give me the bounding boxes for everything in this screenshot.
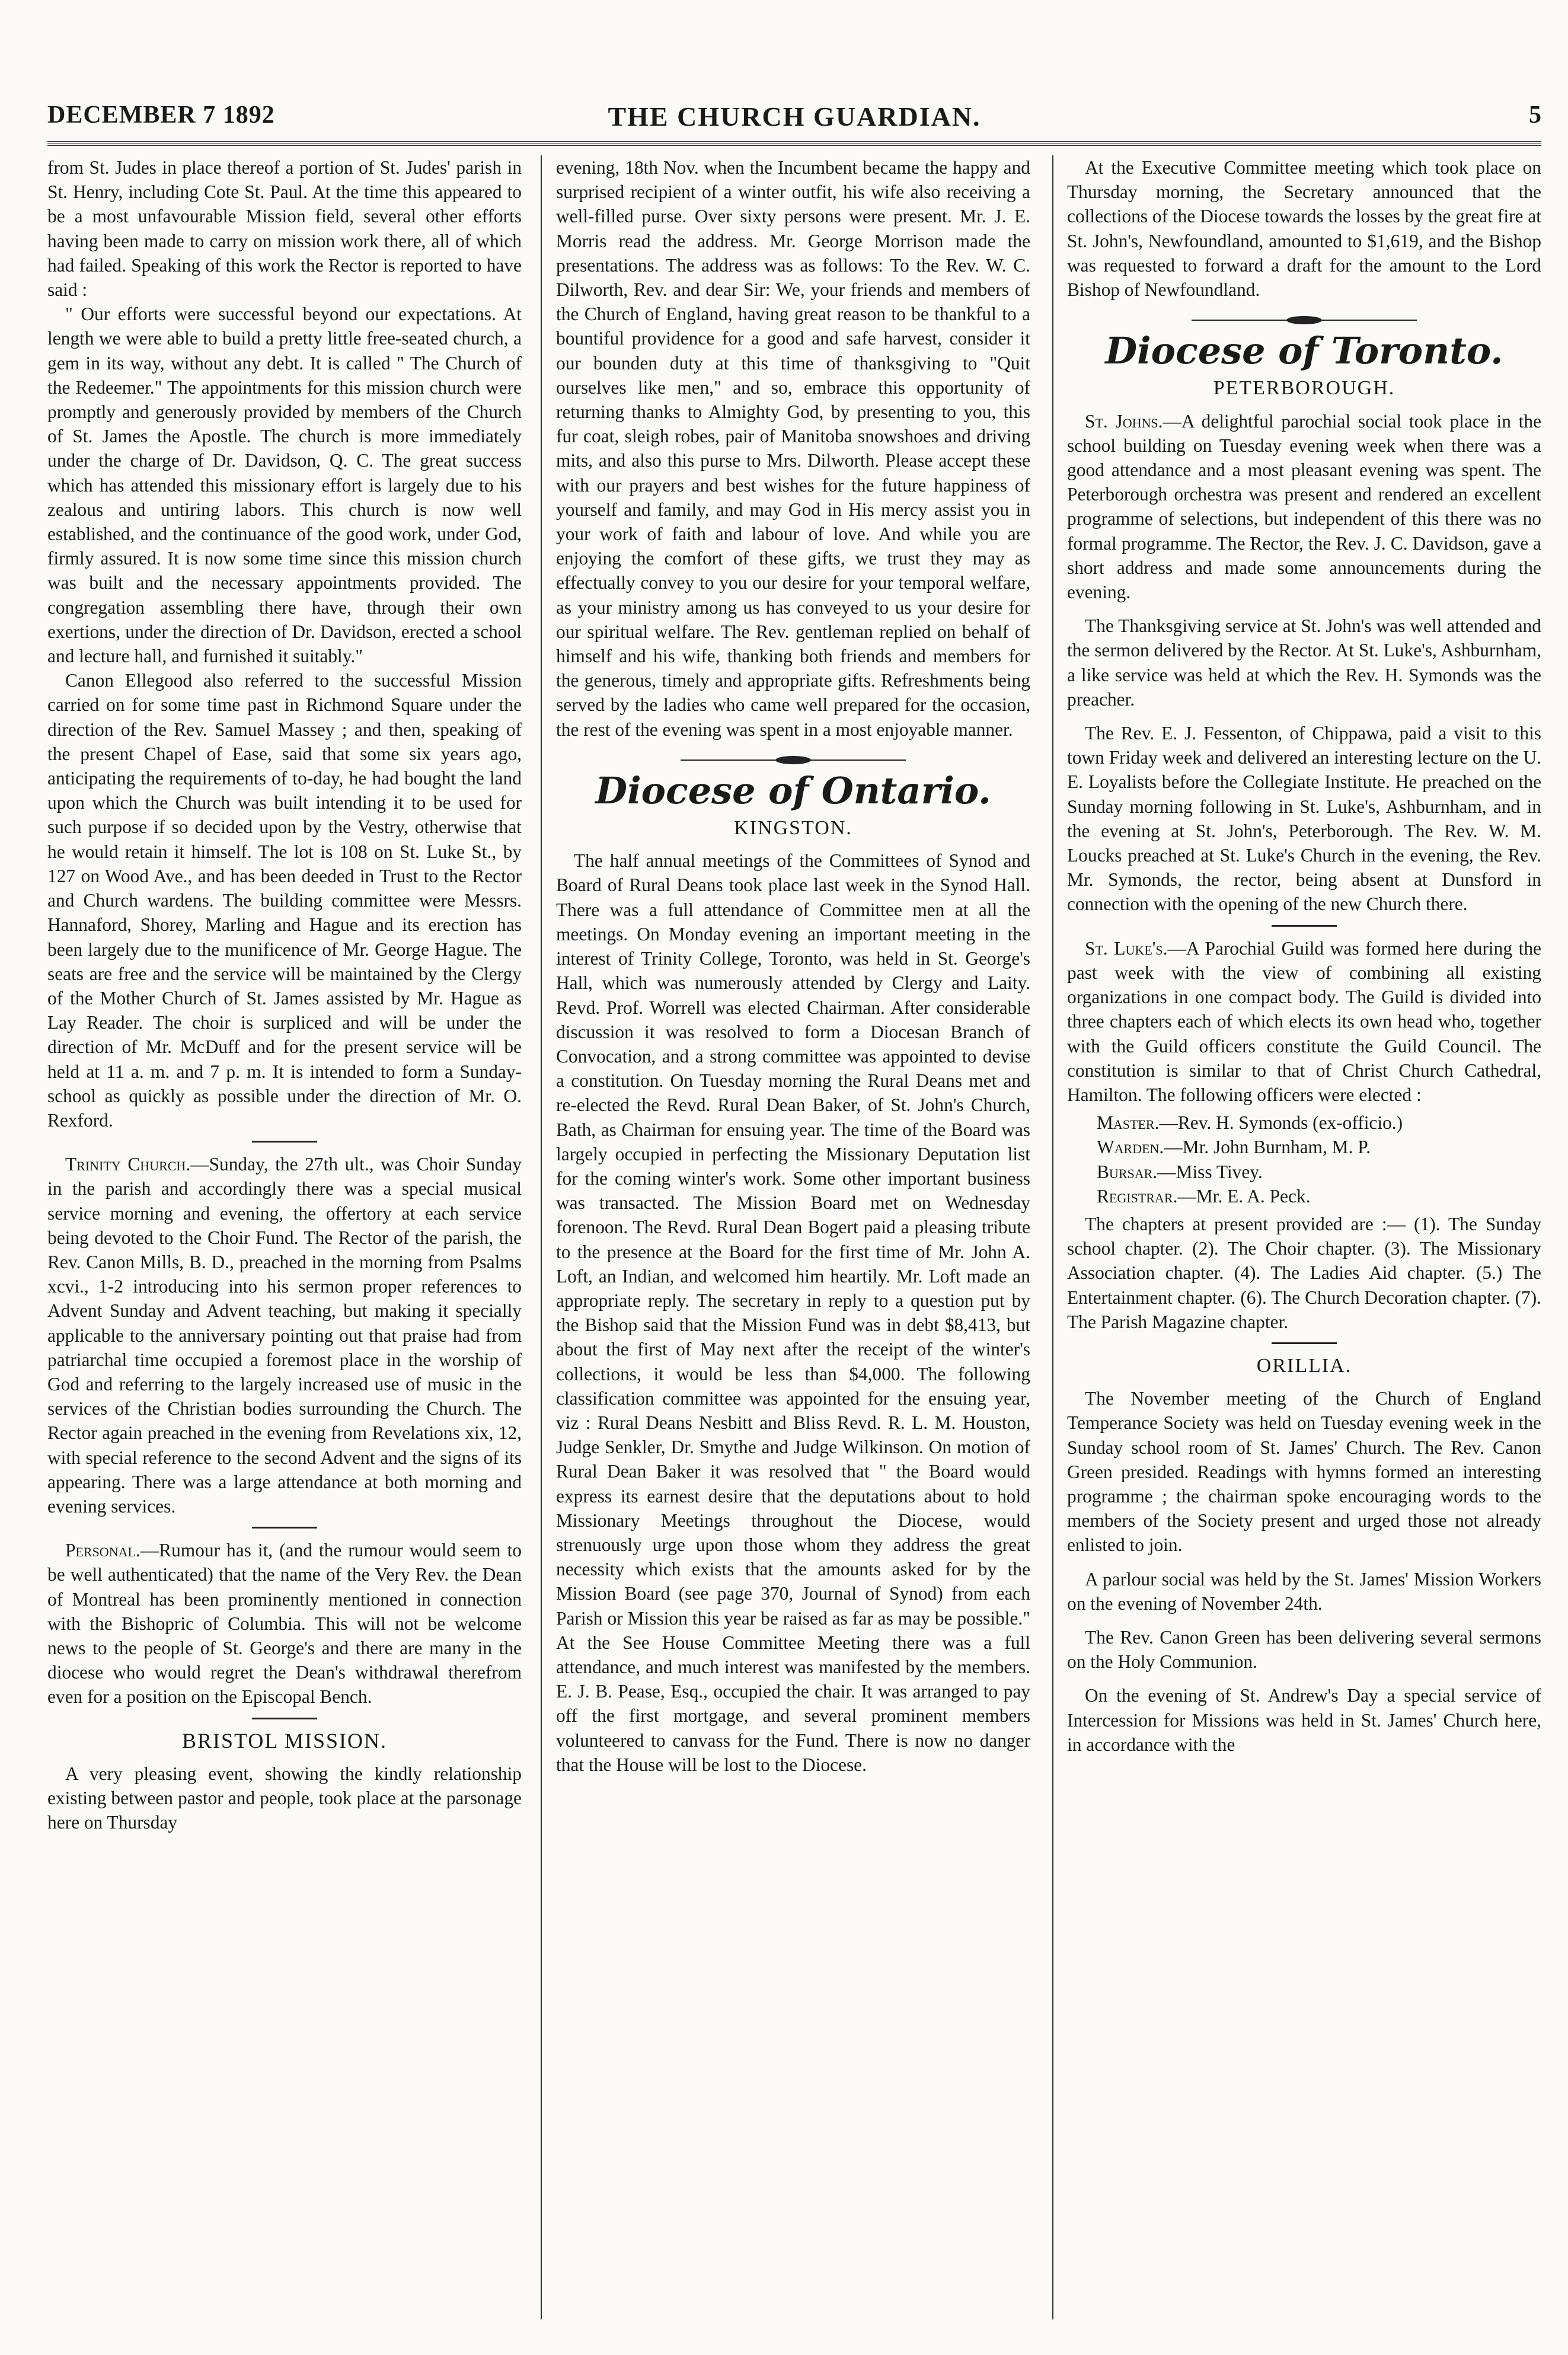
trinity-church-article (47, 1152, 522, 1518)
section-heading: BRISTOL MISSION. (181, 1728, 388, 1753)
paragraph: The Thanksgiving service at St. John's was well attended and the sermon delivered by the Rector. At St. Luke's, Ashburnham, a like service was held at which the Rev. H. Symonds was the preacher. (1067, 615, 1541, 710)
article-separator (1272, 1342, 1337, 1344)
officer-entry: Warden.—Mr. John Burnham, M. P. (1097, 1137, 1371, 1158)
column-divider (1052, 155, 1053, 2319)
article-lead: St. Johns. (1085, 410, 1163, 432)
column-2 (556, 155, 1030, 2325)
section-heading: ORILLIA. (1256, 1354, 1352, 1377)
article-separator (252, 1527, 317, 1528)
paragraph: A parlour social was held by the St. James' Mission Workers on the evening of November 24th. (1067, 1568, 1541, 1614)
section-heading: KINGSTON. (734, 817, 852, 840)
article-separator (252, 1141, 317, 1143)
article-body: —Rumour has it, (and the rumour would seem to be well authenticated) that the name of the Very Rev. the Dean of Montreal has been prominently mentioned in connection with the Bishopric of Columbia. This will not be welcome news to the people of St. George's and there are many in the diocese who would regret the Dean's withdrawal therefrom even for a position on the Episcopal Bench. (47, 1540, 522, 1708)
paragraph: from St. Judes in place thereof a portion of St. Judes' parish in St. Henry, including Cote St. Paul. At the time this appeared to be a most unfavourable Mission field, several other efforts having been made to carry on mission work there, all of which had failed. Speaking of this work the Rector is reported to have said : (47, 157, 522, 301)
article-lead: Trinity Church. (65, 1154, 191, 1175)
article-body: —Sunday, the 27th ult., was Choir Sunday in the parish and accordingly there was a special musical service morning and evening, the offertory at each service being devoted to the Choir Fund. The Rector of the parish, the Rev. Canon Mills, B. D., preached in the morning from Psalms xcvi., 1-2 introducing into his sermon proper references to Advent Sunday and Advent teaching, but making it specially applicable to the anniversary pointing out that praise had from patriarchal time occupied a foremost place in the worship of God and referring to the largely increased use of music in the services of the Christian bodies surrounding the Church. The Rector again preached in the evening from Revelations xix, 12, with special reference to the second Advent and the signs of its appearing. There was a large attendance at both morning and evening services. (47, 1154, 522, 1517)
paragraph: Canon Ellegood also referred to the successful Mission carried on for some time past in Richmond Square under the direction of the Rev. Samuel Massey ; and then, speaking of the present Chapel of Ease, said that some six years ago, anticipating the requirements of to-day, he had bought the land upon which the Church was built intending it to be used for such purpose if so decided upon by the Vestry, otherwise that he would retain it himself. The lot is 108 on St. Luke St., by 127 on Wood Ave., and has been deeded in Trust to the Rector and Church wardens. The building committee were Messrs. Hannaford, Shorey, Marling and Hague and its erection has been largely due to the munificence of Mr. George Hague. The seats are free and the service will be maintained by the Clergy of the Mother Church of St. James assisted by Mr. Hague as Lay Reader. The choir is surpliced and will be under the direction of Mr. McDuff and for the present service will be held at 11 a. m. and 7 p. m. It is intended to form a Sunday-school as quickly as possible under the direction of Mr. O. Rexford. (47, 670, 522, 1131)
paragraph: The November meeting of the Church of England Temperance Society was held on Tuesday evening week in the Sunday school room of St. James' Church. The Rev. Canon Green presided. Readings with hymns formed an interesting programme ; the chairman spoke encouraging words to the members of the Society present and urged those not already enlisted to join. (1067, 1388, 1541, 1556)
paragraph: The Rev. E. J. Fessenton, of Chippawa, paid a visit to this town Friday week and delivered an interesting lecture on the U. E. Loyalists before the Collegiate Institute. He preached on the Sunday morning following in St. Luke's, Ashburnham, and in the evening at St. John's, Peterborough. The Rev. W. M. Loucks preached at St. Luke's Church in the evening, the Rev. Mr. Symonds, the rector, being absent at Dunsford in connection with the opening of the new Church there. (1067, 723, 1541, 915)
paragraph: The half annual meetings of the Committees of Synod and Board of Rural Deans took place last week in the Synod Hall. There was a full attendance of Committee men at all the meetings. On Monday evening an important meeting in the interest of Trinity College, Toronto, was held in St. George's Hall, which was numerously attended by Clergy and Laity. Revd. Prof. Worrell was elected Chairman. After considerable discussion it was resolved to form a Diocesan Branch of Convocation, and a strong committee was appointed to devise a constitution. On Tuesday morning the Rural Deans met and re-elected the Revd. Rural Dean Baker, of St. John's Church, Bath, as Chairman for ensuing year. The time of the Board was largely occupied in perfecting the Missionary Deputation list for the coming winter's work. Some other important business was transacted. The Mission Board met on Wednesday forenoon. The Revd. Rural Dean Bogert paid a pleasing tribute to the presence at the Board for the first time of Mr. John A. Loft, an Indian, and welcomed him heartily. Mr. Loft made an appropriate reply. The secretary in reply to a question put by the Bishop said that the Mission Fund was in debt $8,413, but about the first of May next after the receipt of the winter's collections, it would be less than $4,000. The following classification committee was appointed for the ensuing year, viz : Rural Deans Nesbitt and Bliss Revd. R. L. M. Houston, Judge Senkler, Dr. Smythe and Judge Wilkinson. On motion of Rural Dean Baker it was resolved that " the Board would express its earnest desire that the deputations about to hold Missionary Meetings throughout the Diocese, would strenuously urge upon those whom they address the great necessity which exists that the amounts asked for by the Mission Board (see page 370, Journal of Synod) from each Parish or Mission this year be raised as far as may be possible." At the See House Committee Meeting there was a full attendance, and much interest was manifested by the members. E. J. B. Pease, Esq., occupied the chair. It was arranged to pay off the first mortgage, and several prominent members volunteered to canvass for the Fund. There is now no danger that the House will be lost to the Diocese. (556, 850, 1030, 1775)
paragraph: The Rev. Canon Green has been delivering several sermons on the Holy Communion. (1067, 1626, 1541, 1673)
column-3 (1067, 155, 1541, 2325)
masthead (47, 101, 1541, 154)
article-separator (252, 1718, 317, 1719)
article-separator (1272, 925, 1337, 927)
quoted-paragraph: " Our efforts were successful beyond our expectations. At length we were able to build a pretty little free-seated church, a gem in its way, without any debt. It is called " The Church of the Redeemer." The appointments for this mission church were promptly and generously provided by members of the Church of St. James the Apostle. The church is more immediately under the charge of Dr. Davidson, Q. C. The great success which has attended this missionary effort is largely due to his zealous and untiring labors. This church is now well established, and the continuance of the good work, under God, firmly assured. It is now some time since this mission church was built and the necessary appointments provided. The congregation assembling there have, through their own exertions, under the direction of Dr. Davidson, erected a school and lecture hall, and furnished it suitably." (47, 304, 522, 667)
ornamental-separator (1192, 317, 1417, 323)
article-lead: Personal. (65, 1540, 140, 1561)
officer-list (1067, 1111, 1541, 1208)
masthead-rule (47, 141, 1541, 146)
issue-date: DECEMBER 7 1892 (47, 101, 275, 129)
officer-entry: Bursar.—Miss Tivey. (1097, 1161, 1263, 1182)
paragraph: evening, 18th Nov. when the Incumbent became the happy and surprised recipient of a winter outfit, his wife also receiving a well-filled purse. Over sixty persons were present. Mr. J. E. Morris read the address. Mr. George Morrison made the presentations. The address was as follows: To the Rev. W. C. Dilworth, Rev. and dear Sir: We, your friends and members of the Church of England, having great reason to be thankful to a bountiful providence for a good and safe harvest, consider it our bounden duty at this time of thanksgiving to "Quit ourselves like men," and so, embrace this opportunity of returning thanks to Almighty God, by presenting to you, this fur coat, sleigh robes, pair of Manitoba snowshoes and driving mits, and also this purse to Mrs. Dilworth. Please accept these with our prayers and best wishes for the future happiness of yourself and family, and may God in His mercy assist you in your work of faith and labour of love. And while you are enjoying the comfort of these gifts, we trust they may as effectually convey to you our desire for your temporal welfare, as your ministry among us has conveyed to us your desire for our spiritual welfare. The Rev. gentleman replied on behalf of himself and his wife, thanking both friends and members for the generous, timely and appropriate gifts. Refreshments being served by the ladies who came well prepared for the occasion, the rest of the evening was spent in a most enjoyable manner. (556, 157, 1030, 740)
paragraph: At the Executive Committee meeting which took place on Thursday morning, the Secretary announced that the collections of the Diocese towards the losses by the great fire at St. John's, Newfoundland, amounted to $1,619, and the Bishop was requested to forward a draft for the amount to the Lord Bishop of Newfoundland. (1067, 157, 1541, 301)
diocese-heading: Diocese of Ontario. (595, 768, 991, 812)
page-number: 5 (1529, 101, 1541, 129)
article-body: —A delightful parochial social took place in the school building on Tuesday evening week when there was a good attendance and a most pleasant evening was spent. The Peterborough orchestra was present and rendered an excellent programme of selections, but independent of this there was no formal programme. The Rector, the Rev. J. C. Davidson, gave a short address and made some announcements during the evening. (1067, 410, 1541, 603)
column-1 (47, 155, 522, 2325)
diocese-heading: Diocese of Toronto. (1105, 329, 1503, 373)
ornamental-separator (681, 757, 906, 763)
officer-entry: Registrar.—Mr. E. A. Peck. (1097, 1185, 1311, 1207)
officer-entry: Master.—Rev. H. Symonds (ex-officio.) (1097, 1112, 1403, 1134)
paragraph: A very pleasing event, showing the kindly relationship existing between pastor and people, took place at the parsonage here on Thursday (47, 1763, 522, 1833)
article-body: —A Parochial Guild was formed here during the past week with the view of combining all existing organizations in one compact body. The Guild is divided into three chapters each of which elects its own head who, together with the Guild officers constitute the Guild Council. The constitution is similar to that of Christ Church Cathedral, Hamilton. The following officers were elected : (1067, 937, 1541, 1105)
column-divider (541, 155, 542, 2319)
paragraph: On the evening of St. Andrew's Day a special service of Intercession for Missions was held in St. James' Church here, in accordance with the (1067, 1685, 1541, 1755)
st-johns-article (1067, 409, 1541, 605)
st-lukes-article (1067, 936, 1541, 1107)
newspaper-title: THE CHURCH GUARDIAN. (608, 101, 981, 132)
article-lead: St. Luke's. (1085, 937, 1168, 959)
personal-article (47, 1538, 522, 1709)
section-heading: PETERBOROUGH. (1213, 377, 1395, 400)
paragraph: The chapters at present provided are :— (1). The Sunday school chapter. (2). The Choir chapter. (3). The Missionary Association chapter. (4). The Ladies Aid chapter. (5.) The Entertainment chapter. (6). The Church Decoration chapter. (7). The Parish Magazine chapter. (1067, 1213, 1541, 1332)
